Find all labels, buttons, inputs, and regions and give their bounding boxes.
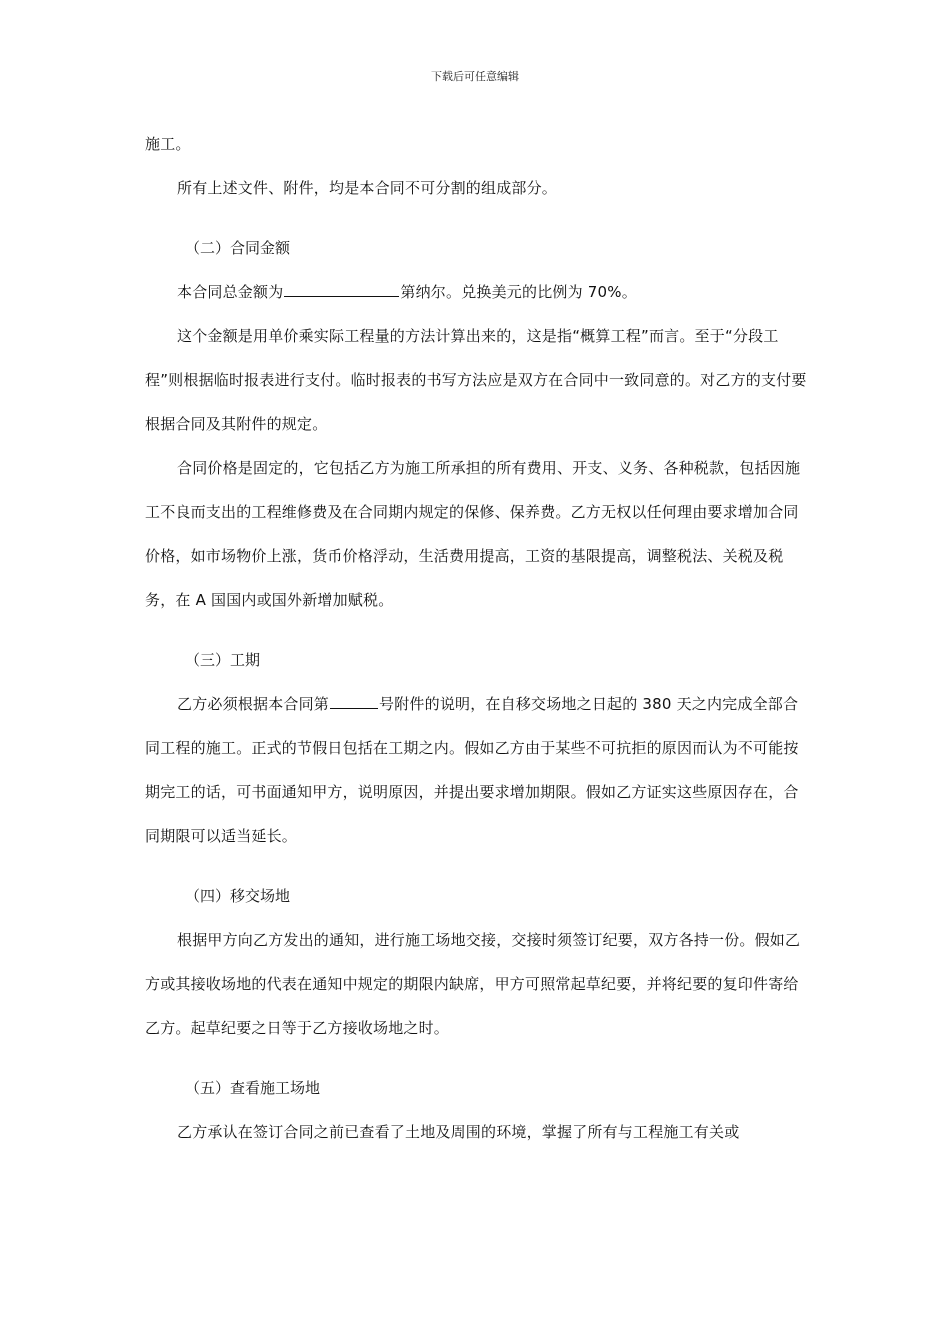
paragraph-fixed-price: 合同价格是固定的，它包括乙方为施工所承担的所有费用、开支、义务、各种税款，包括因施工不良而支出的工程维修费及在合同期内规定的保修、保养费。乙方无权以任何理由要求增加合同价格，如市场物价上涨，货币价格浮动，生活费用提高，工资的基限提高，调整税法、关税及税务，在 A 国国内或国外新增加赋税。 <box>145 459 801 609</box>
duration-suffix: 号附件的说明，在自移交场地之日起的 380 天之内完成全部合同工程的施工。正式的节假日包括在工期之内。假如乙方由于某些不可抗拒的原因而认为不可能按期完工的话，可书面通知甲方，说明原因，并提出要求增加期限。假如乙方证实这些原因存在，合同期限可以适当延长。 <box>145 695 799 845</box>
amount-blank-line <box>284 279 399 297</box>
paragraph-site-handover: 根据甲方向乙方发出的通知，进行施工场地交接，交接时须签订纪要，双方各持一份。假如乙方或其接收场地的代表在通知中规定的期限内缺席，甲方可照常起草纪要，并将纪要的复印件寄给乙方。起草纪要之日等于乙方接收场地之时。 <box>145 931 801 1037</box>
paragraph-duration <box>145 682 810 858</box>
paragraph-continuation: 施工。 <box>145 135 191 153</box>
section-heading-site-handover: （四）移交场地 <box>185 887 291 905</box>
total-amount-prefix: 本合同总金额为 <box>177 283 284 301</box>
section-heading-contract-amount: （二）合同金额 <box>185 239 291 257</box>
page-header: 下载后可任意编辑 <box>431 70 519 83</box>
section-heading-duration: （三）工期 <box>185 651 261 669</box>
paragraph-amount-calculation: 这个金额是用单价乘实际工程量的方法计算出来的，这是指“概算工程”而言。至于“分段工程”则根据临时报表进行支付。临时报表的书写方法应是双方在合同中一致同意的。对乙方的支付要根据合同及其附件的规定。 <box>145 327 807 433</box>
paragraph-site-inspection: 乙方承认在签订合同之前已查看了土地及周围的环境，掌握了所有与工程施工有关或 <box>177 1123 740 1141</box>
document-body <box>145 122 810 1154</box>
duration-prefix: 乙方必须根据本合同第 <box>177 695 330 713</box>
section-heading-site-inspection: （五）查看施工场地 <box>185 1079 321 1097</box>
total-amount-suffix: 第纳尔。兑换美元的比例为 70%。 <box>400 283 637 301</box>
paragraph-total-amount <box>145 270 810 314</box>
paragraph-attachments: 所有上述文件、附件，均是本合同不可分割的组成部分。 <box>177 179 558 197</box>
annex-number-blank-line <box>330 691 378 709</box>
